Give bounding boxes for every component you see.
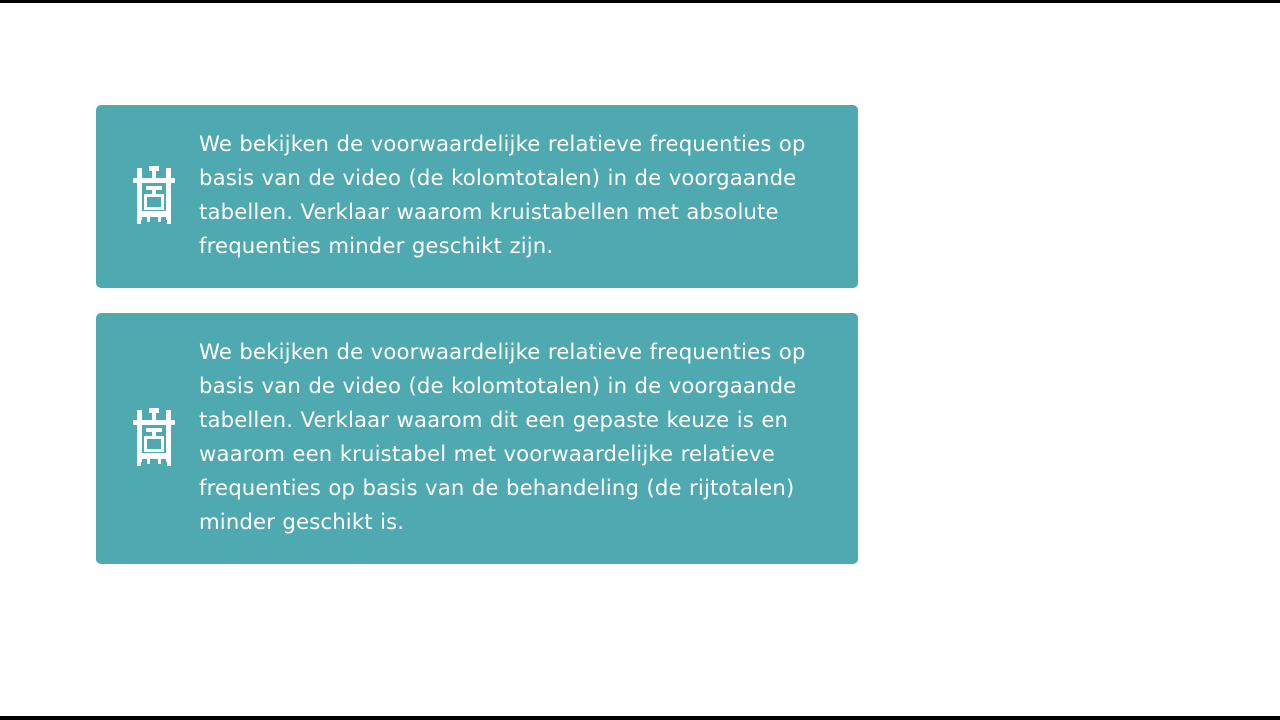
bottom-frame-bar — [0, 716, 1280, 720]
exercise-card-2-text: We bekijken de voorwaardelijke relatieve frequenties op basis van de video (de kolomtotalen) in de voorgaande tabellen. Verklaar waarom dit een gepaste keuze is en waarom een kruistabel met voorwaardelijke relatieve frequenties op basis van de behandeling (de rijtotalen) minder geschikt is. — [199, 339, 806, 534]
exercise-card-1-text: We bekijken de voorwaardelijke relatieve frequenties op basis van de video (de kolomtotalen) in de voorgaande tabellen. Verklaar waarom kruistabellen met absolute frequenties minder geschikt zijn. — [199, 131, 806, 258]
press-machine-icon — [131, 406, 177, 468]
top-frame-bar — [0, 0, 1280, 3]
press-machine-icon — [131, 164, 177, 226]
